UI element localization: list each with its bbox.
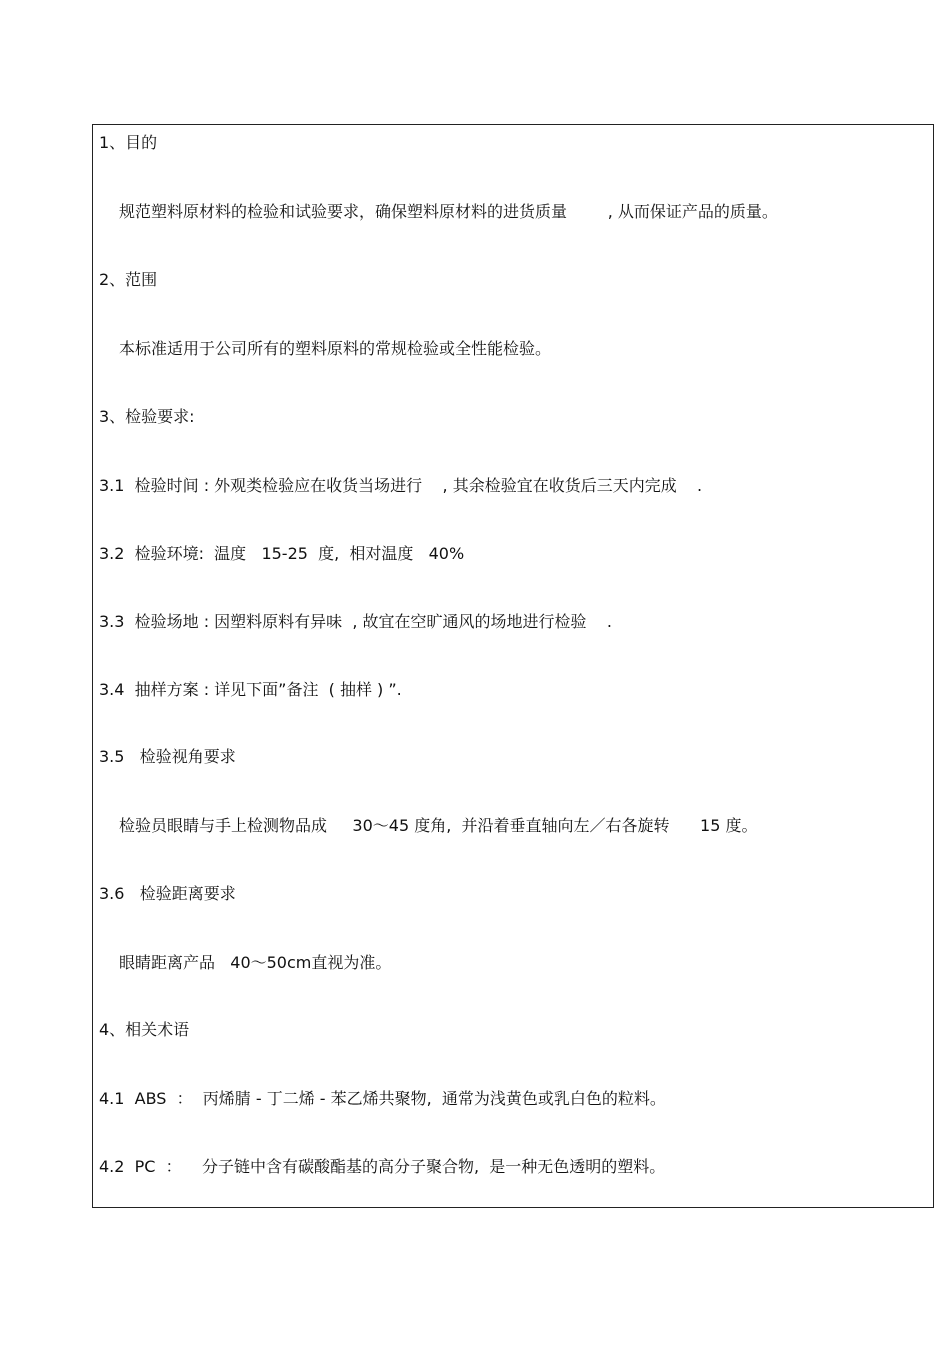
clause-3-5: 3.5 检验视角要求 bbox=[99, 747, 236, 766]
paragraph-purpose: 规范塑料原材料的检验和试验要求，确保塑料原材料的进货质量 , 从而保证产品的质量。 bbox=[119, 202, 778, 221]
clause-3-4: 3.4 抽样方案 : 详见下面”备注 ( 抽样 ) ”. bbox=[99, 680, 402, 699]
clause-3-6: 3.6 检验距离要求 bbox=[99, 884, 236, 903]
section-heading-scope: 2、范围 bbox=[99, 270, 158, 289]
paragraph-3-6: 眼睛距离产品 40～50cm直视为准。 bbox=[119, 953, 392, 972]
section-heading-purpose: 1、目的 bbox=[99, 133, 158, 152]
clause-4-2: 4.2 PC ： 分子链中含有碳酸酯基的高分子聚合物, 是一种无色透明的塑料。 bbox=[99, 1157, 666, 1176]
clause-3-3: 3.3 检验场地 : 因塑料原料有异味 , 故宜在空旷通风的场地进行检验 . bbox=[99, 612, 612, 631]
paragraph-scope: 本标准适用于公司所有的塑料原料的常规检验或全性能检验。 bbox=[119, 339, 552, 358]
clause-3-2: 3.2 检验环境: 温度 15-25 度, 相对温度 40% bbox=[99, 544, 465, 563]
clause-3-1: 3.1 检验时间 : 外观类检验应在收货当场进行 , 其余检验宜在收货后三天内完成 . bbox=[99, 476, 703, 495]
clause-4-1: 4.1 ABS ： 丙烯腈 - 丁二烯 - 苯乙烯共聚物, 通常为浅黄色或乳白色的粒料。 bbox=[99, 1089, 666, 1108]
section-heading-terms: 4、相关术语 bbox=[99, 1020, 190, 1039]
section-heading-requirements: 3、检验要求: bbox=[99, 407, 195, 426]
document-frame bbox=[92, 124, 934, 1208]
paragraph-3-5: 检验员眼睛与手上检测物品成 30～45 度角, 并沿着垂直轴向左／右各旋转 15 度。 bbox=[119, 816, 758, 835]
